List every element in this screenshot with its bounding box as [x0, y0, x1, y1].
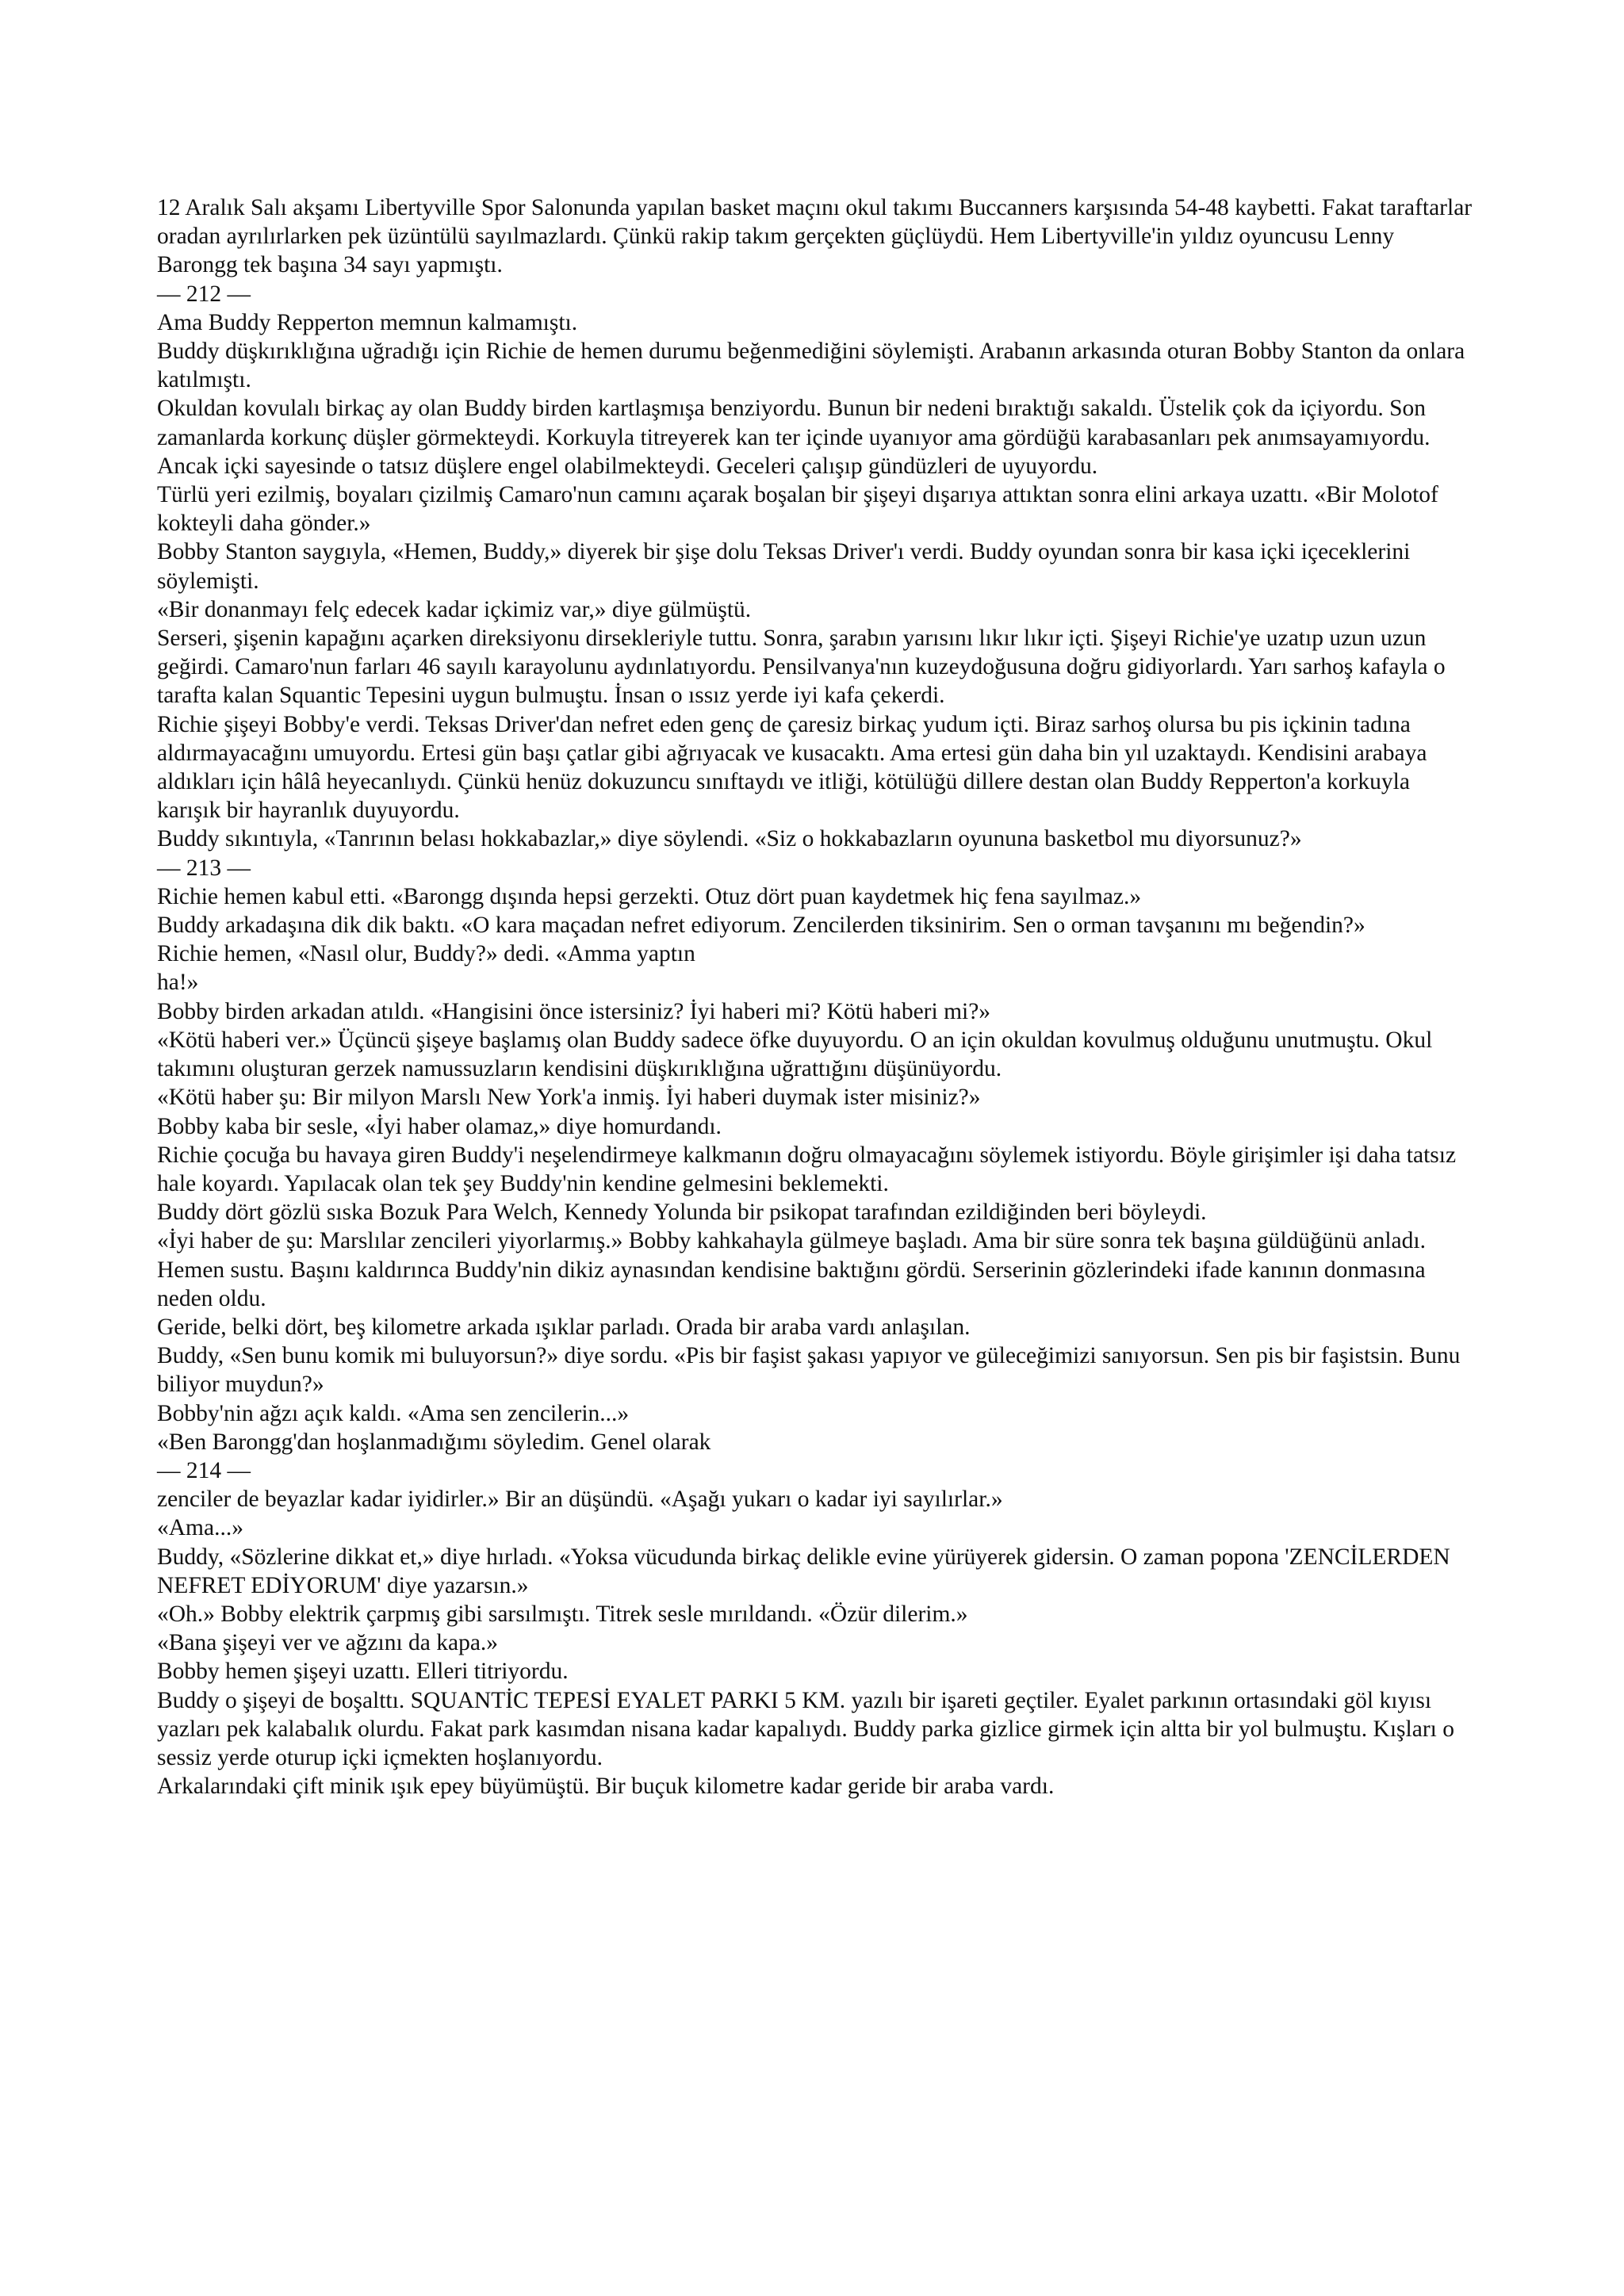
paragraph: Richie hemen, «Nasıl olur, Buddy?» dedi. «Amma yaptın: [157, 941, 695, 967]
page-number: — 213 —: [157, 855, 251, 881]
paragraph: Buddy dört gözlü sıska Bozuk Para Welch, Kennedy Yolunda bir psikopat tarafından ezildiğinden beri böyleydi.: [157, 1200, 1207, 1226]
paragraph: Bobby'nin ağzı açık kaldı. «Ama sen zencilerin...»: [157, 1400, 630, 1426]
paragraph: «Ama...»: [157, 1515, 243, 1541]
paragraph: Ama Buddy Repperton memnun kalmamıştı.: [157, 309, 578, 335]
paragraph: Geride, belki dört, beş kilometre arkada ışıklar parladı. Orada bir araba vardı anlaşılan.: [157, 1314, 971, 1340]
paragraph: Richie çocuğa bu havaya giren Buddy'i neşelendirmeye kalkmanın doğru olmayacağını söylemek istiyordu. Böyle girişimler işi daha tatsız hale koyardı. Yapılacak olan tek şey Buddy'nin kendine gelmesini beklemekti.: [157, 1142, 1457, 1196]
paragraph: «Kötü haberi ver.» Üçüncü şişeye başlamış olan Buddy sadece öfke duyuyordu. O an için okuldan kovulmuş olduğunu unutmuştu. Okul takımını oluşturan gerzek namussuzların kendisini düşkırıklığına uğrattığını düşünüyordu.: [157, 1027, 1433, 1082]
document-body: [157, 193, 1473, 1800]
paragraph: Richie şişeyi Bobby'e verdi. Teksas Driver'dan nefret eden genç de çaresiz birkaç yudum içti. Biraz sarhoş olursa bu pis içkinin tadına aldırmayacağını umuyordu. Ertesi gün başı çatlar gibi ağrıyacak ve kusacaktı. Ama ertesi gün daha bin yıl uzaktaydı. Kendisini arabaya aldıkları için hâlâ heyecanlıydı. Çünkü henüz dokuzuncu sınıftaydı ve itliği, kötülüğü dillere destan olan Buddy Repperton'a korkuyla karışık bir hayranlık duyuyordu.: [157, 711, 1427, 824]
paragraph: Serseri, şişenin kapağını açarken direksiyonu dirsekleriyle tuttu. Sonra, şarabın yarısını lıkır lıkır içti. Şişeyi Richie'ye uzatıp uzun uzun geğirdi. Camaro'nun farları 46 sayılı karayolunu aydınlatıyordu. Pensilvanya'nın kuzeydoğusuna doğru gidiyorlardı. Yarı sarhoş kafayla o tarafta kalan Squantic Tepesini uygun bulmuştu. İnsan o ıssız yerde iyi kafa çekerdi.: [157, 626, 1446, 709]
paragraph: «Bana şişeyi ver ve ağzını da kapa.»: [157, 1630, 499, 1656]
paragraph: ha!»: [157, 970, 199, 996]
paragraph: Buddy sıkıntıyla, «Tanrının belası hokkabazlar,» diye söylendi. «Siz o hokkabazların oyununa basketbol mu diyorsunuz?»: [157, 826, 1302, 852]
paragraph: Bobby kaba bir sesle, «İyi haber olamaz,» diye homurdandı.: [157, 1113, 722, 1139]
paragraph: Buddy o şişeyi de boşalttı. SQUANTİC TEPESİ EYALET PARKI 5 KM. yazılı bir işareti geçtiler. Eyalet parkının ortasındaki göl kıyısı yazları pek kalabalık olurdu. Fakat park kasımdan nisana kadar kapalıydı. Buddy parka gizlice girmek için altta bir yol bulmuştu. Kışları o sessiz yerde oturup içki içmekten hoşlanıyordu.: [157, 1687, 1454, 1770]
paragraph: Buddy, «Sözlerine dikkat et,» diye hırladı. «Yoksa vücudunda birkaç delikle evine yürüyerek gidersin. O zaman popona 'ZENCİLERDEN NEFRET EDİYORUM' diye yazarsın.»: [157, 1544, 1450, 1598]
paragraph: Buddy, «Sen bunu komik mi buluyorsun?» diye sordu. «Pis bir faşist şakası yapıyor ve güleceğimizi sanıyorsun. Sen pis bir faşistsin. Bunu biliyor muydun?»: [157, 1343, 1461, 1398]
paragraph: «Bir donanmayı felç edecek kadar içkimiz var,» diye gülmüştü.: [157, 596, 752, 622]
paragraph: 12 Aralık Salı akşamı Libertyville Spor Salonunda yapılan basket maçını okul takımı Buccanners karşısında 54-48 kaybetti. Fakat taraftarlar oradan ayrılırlarken pek üzüntülü sayılmazlardı. Çünkü rakip takım gerçekten güçlüydü. Hem Libertyville'in yıldız oyuncusu Lenny Barongg tek başına 34 sayı yapmıştı.: [157, 195, 1473, 278]
paragraph: Richie hemen kabul etti. «Barongg dışında hepsi gerzekti. Otuz dört puan kaydetmek hiç fena sayılmaz.»: [157, 883, 1142, 909]
page-number: — 212 —: [157, 281, 251, 307]
page-number: — 214 —: [157, 1457, 251, 1483]
paragraph: Ancak içki sayesinde o tatsız düşlere engel olabilmekteydi. Geceleri çalışıp gündüzleri de uyuyordu.: [157, 453, 1098, 479]
paragraph: Bobby hemen şişeyi uzattı. Elleri titriyordu.: [157, 1659, 569, 1685]
paragraph: «İyi haber de şu: Marslılar zencileri yiyorlarmış.» Bobby kahkahayla gülmeye başladı. Ama bir süre sonra tek başına güldüğünü anladı. Hemen sustu. Başını kaldırınca Buddy'nin dikiz aynasından kendisine baktığını gördü. Serserinin gözlerindeki ifade kanının donmasına neden oldu.: [157, 1228, 1426, 1311]
paragraph: Buddy arkadaşına dik dik baktı. «O kara maçadan nefret ediyorum. Zencilerden tiksinirim. Sen o orman tavşanını mı beğendin?»: [157, 913, 1365, 939]
paragraph: Türlü yeri ezilmiş, boyaları çizilmiş Camaro'nun camını açarak boşalan bir şişeyi dışarıya attıktan sonra elini arkaya uzattı. «Bir Molotof kokteyli daha gönder.»: [157, 482, 1438, 537]
paragraph: «Ben Barongg'dan hoşlanmadığımı söyledim. Genel olarak: [157, 1429, 711, 1455]
paragraph: Arkalarındaki çift minik ışık epey büyümüştü. Bir buçuk kilometre kadar geride bir araba vardı.: [157, 1774, 1055, 1800]
paragraph: «Oh.» Bobby elektrik çarpmış gibi sarsılmıştı. Titrek sesle mırıldandı. «Özür dilerim.»: [157, 1601, 968, 1627]
paragraph: «Kötü haber şu: Bir milyon Marslı New York'a inmiş. İyi haberi duymak ister misiniz?»: [157, 1085, 981, 1111]
paragraph: zenciler de beyazlar kadar iyidirler.» Bir an düşündü. «Aşağı yukarı o kadar iyi sayılırlar.»: [157, 1487, 1003, 1513]
paragraph: Bobby Stanton saygıyla, «Hemen, Buddy,» diyerek bir şişe dolu Teksas Driver'ı verdi. Buddy oyundan sonra bir kasa içki içeceklerini söylemişti.: [157, 539, 1411, 594]
paragraph: Buddy düşkırıklığına uğradığı için Richie de hemen durumu beğenmediğini söylemişti. Arabanın arkasında oturan Bobby Stanton da onlara katılmıştı.: [157, 339, 1465, 393]
paragraph: Bobby birden arkadan atıldı. «Hangisini önce istersiniz? İyi haberi mi? Kötü haberi mi?»: [157, 998, 991, 1024]
paragraph: Okuldan kovulalı birkaç ay olan Buddy birden kartlaşmışa benziyordu. Bunun bir nedeni bıraktığı sakaldı. Üstelik çok da içiyordu. Son zamanlarda korkunç düşler görmekteydi. Korkuyla titreyerek kan ter içinde uyanıyor ama gördüğü karabasanları pek anımsayamıyordu.: [157, 396, 1431, 450]
